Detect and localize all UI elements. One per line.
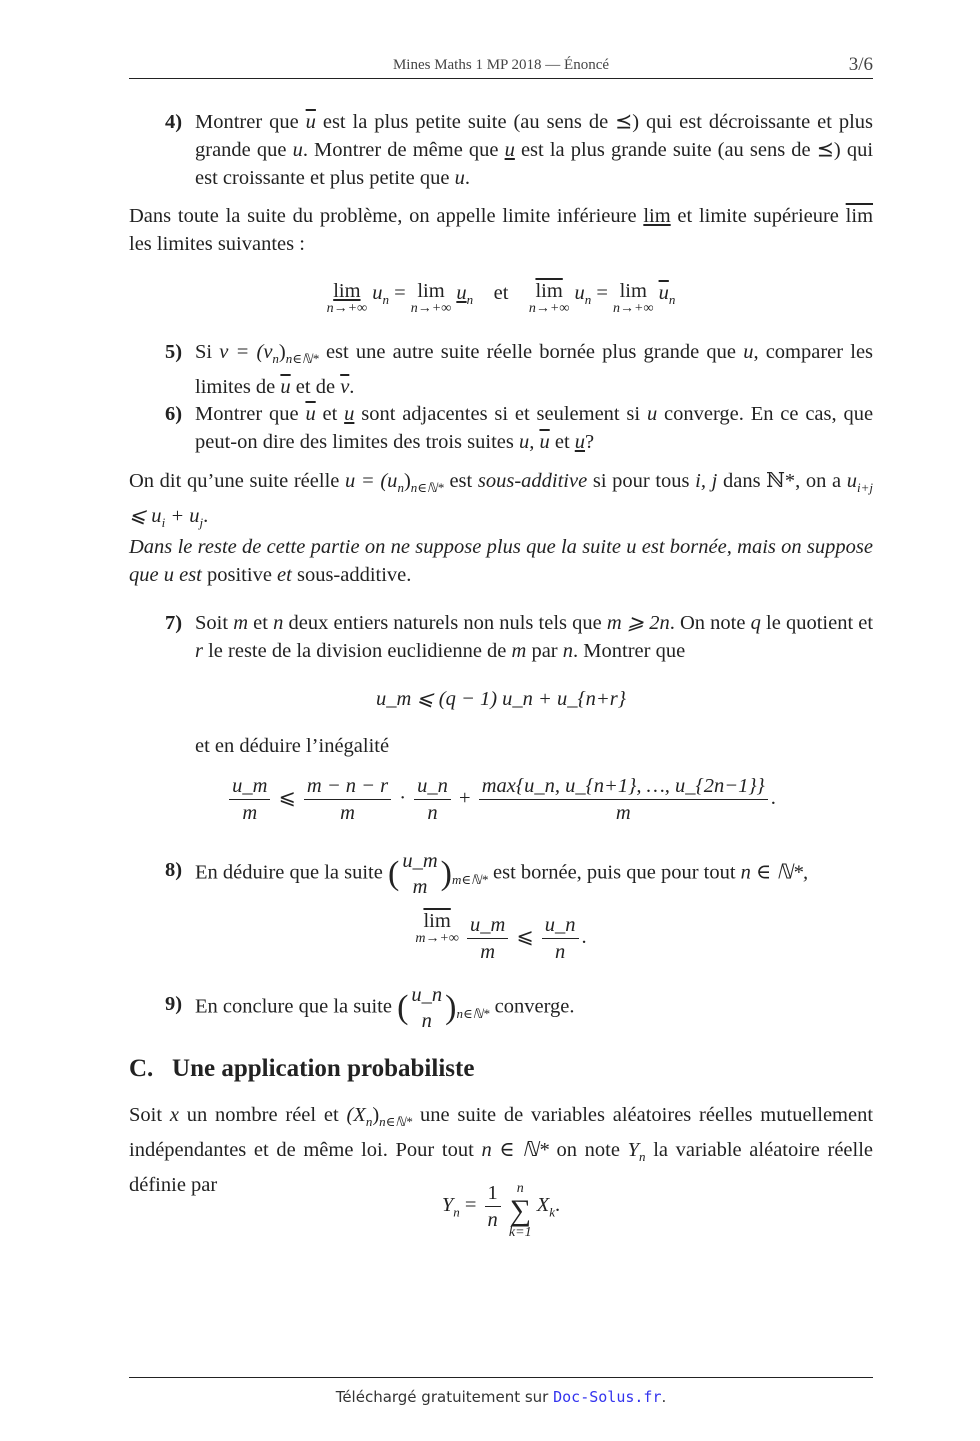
question-number: 7) <box>165 612 183 634</box>
question-text: En conclure que la suite ( u_n n )$_{n\in ℕ*}$ converge. <box>195 984 575 1032</box>
question-9 <box>165 982 873 1034</box>
question-7 <box>165 609 873 665</box>
section-heading: C. Une application probabiliste <box>129 1055 475 1082</box>
page-footer: Téléchargé gratuitement sur Doc-Solus.fr. <box>129 1377 873 1378</box>
question-text: Montrer que $\overline{u}$ est la plus petite suite (au sens de ⪯) qui est décroissante et plus grande que u. Montrer de même que u est la plus grande suite (au sens de ⪯) qui est croissante et plus petite que u. <box>195 111 874 189</box>
doc-solus-link[interactable]: Doc-Solus.fr <box>553 1388 662 1406</box>
question-number: 6) <box>165 403 183 425</box>
q7-equation-1: u_m ⩽ (q − 1) u_n + u_{n+r} <box>376 688 626 710</box>
question-text: Soit m et n deux entiers naturels non nuls tels que m ⩾ 2n. On note q le quotient et r le reste de la division euclidienne de m par n. Montrer que <box>195 612 874 662</box>
question-text: En déduire que la suite ( u_m m )$_{m\in ℕ*}$ est bornée, puis que pour tout n ∈ ℕ*, <box>195 850 809 898</box>
section-c-paragraph: Soit x un nombre réel et $(X_n)_{n\in ℕ*}$ une suite de variables aléatoires réelles mutuellement indépendantes et de même loi. Pour tout n ∈ ℕ* on note $Y_n$ la variable aléatoire réelle définie par <box>129 1104 874 1197</box>
question-4 <box>165 108 873 192</box>
question-number: 9) <box>165 993 183 1015</box>
question-8 <box>165 848 873 900</box>
page-number: 3/6 <box>848 54 873 75</box>
header-title: Mines Maths 1 MP 2018 — Énoncé <box>392 57 610 73</box>
question-6 <box>165 400 873 456</box>
limits-intro: Dans toute la suite du problème, on appelle limite inférieure lim et limite supérieure $\overline{lim}$ les limites suivantes : <box>129 205 874 255</box>
question-5 <box>165 338 873 401</box>
q7-continuation: et en déduire l’inégalité <box>195 735 390 757</box>
question-number: 8) <box>165 859 183 881</box>
yn-definition-equation: $Y_n$ = $\frac{1}{n}$ n ∑ k=1 $X_k$. <box>441 1181 561 1240</box>
question-text: Montrer que $\overline{u}$ et u sont adjacentes si et seulement si u converge. En ce cas, que peut-on dire des limites des trois suites u, $\overline{u}$ et u? <box>195 403 874 453</box>
question-number: 5) <box>165 341 183 363</box>
limits-definition-equation: lim n→+∞ $u_n = \lim$ n→+∞ $u_n$ et $\overline{lim}$ n→+∞ $u_n = \lim$ n→+∞ $\overline{u}_n$ <box>326 280 676 316</box>
hypothesis-paragraph: Dans le reste de cette partie on ne suppose plus que la suite u est bornée, mais on suppose que u est positive et sous-additive. <box>129 536 873 586</box>
question-text: Si $v = (v_n)_{n\in ℕ*}$ est une autre suite réelle bornée plus grande que u, comparer les limites de $\overline{u}$ et de $\overline{v}$. <box>195 341 874 399</box>
footer-text: Téléchargé gratuitement sur <box>335 1388 549 1406</box>
q7-inequality: $\frac{u\_m}{m}$ ⩽ $\frac{m - n - r}{m}$ · $\frac{u\_n}{n}$ + $\frac{\max\{u\_n, u\_\{n+1\}, \dots, u\_\{2n-1\}\}}{m}$ . <box>129 773 873 826</box>
question-number: 4) <box>165 111 183 133</box>
page-header <box>129 54 873 79</box>
subadditive-definition: On dit qu’une suite réelle $u = (u_n)_{n\in ℕ*}$ est sous-additive si pour tous i, j dans ℕ*, on a $u_{i+j}$ ⩽ $u_i + u_j$. <box>129 470 874 531</box>
q8-inequality: $\overline{lim}$ m→+∞ $\frac{u\_m}{m}$ ⩽ $\frac{u\_n}{n}$ . <box>415 910 587 963</box>
